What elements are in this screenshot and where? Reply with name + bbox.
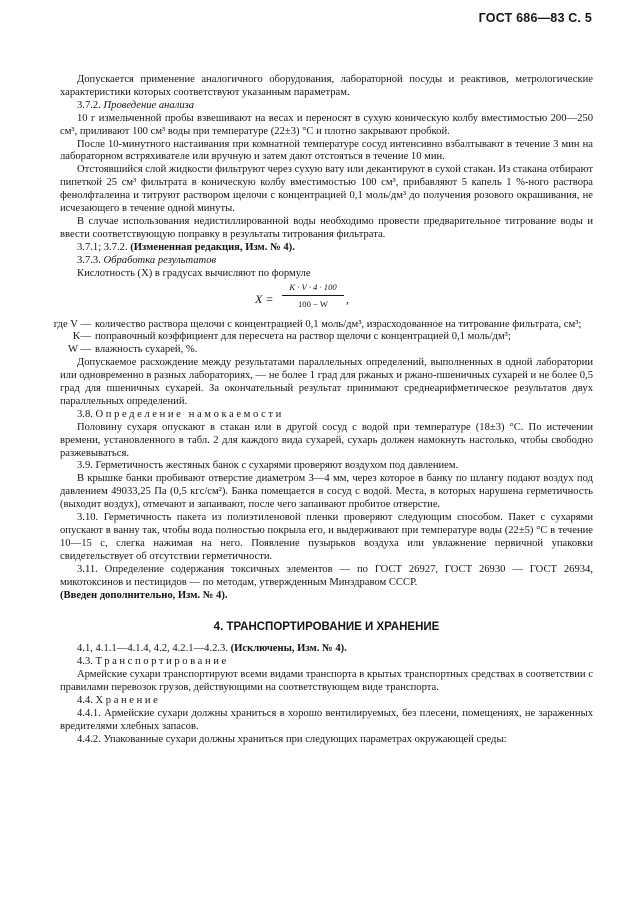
paragraph: Допускаемое расхождение между результатами параллельных определений, выполненных в одной лаборатории или одновременно в разных лабораториях, — не более 1 град для ржаных и ржано-пшеничных сухарей и не более 0,5 град для пшеничных сухарей. За окончательный результат принимают среднеарифметическое результатов двух параллельных определений.	[60, 357, 593, 407]
paragraph: Кислотность (X) в градусах вычисляют по формуле	[77, 267, 311, 279]
definition-text: количество раствора щелочи с концентрацией 0,1 моль/дм³, израсходованное на титрование фильтрата, см³;	[95, 318, 582, 330]
definition-row	[25, 331, 593, 344]
formula-trail: ,	[346, 291, 349, 306]
amendment-line	[60, 643, 593, 656]
formula-fraction	[282, 281, 344, 312]
fraction-bar	[282, 295, 344, 296]
formula-definitions	[25, 319, 593, 358]
paragraph: 4.4.2. Упакованные сухари должны храниться при следующих параметрах окружающей среды:	[77, 733, 507, 745]
formula-denominator: 100 − W	[298, 299, 328, 310]
paragraph: 10 г измельченной пробы взвешивают на весах и переносят в сухую коническую колбу вместимостью 200—250 см³, приливают 100 см³ воды при температуре (22±3) °С и плотно закрывают пробкой.	[60, 112, 593, 137]
paragraph: Половину сухаря опускают в стакан или в другой сосуд с водой при температуре (18±3) °С. По истечении времени, установленного в табл. 2 для каждого вида сухарей, сухарь должен намокнуть настолько, чтобы свободно разжевываться.	[60, 421, 593, 459]
amendment-note: (Измененная редакция, Изм. № 4).	[130, 241, 295, 253]
amendment-note: (Исключены, Изм. № 4).	[230, 643, 347, 655]
paragraph: 3.9. Герметичность жестяных банок с сухарями проверяют воздухом под давлением.	[77, 460, 459, 472]
paragraph: 3.11. Определение содержания токсичных элементов — по ГОСТ 26927, ГОСТ 26930 — ГОСТ 26934, микотоксинов и пестицидов — по методам, утвержденным Минздравом СССР.	[60, 563, 593, 588]
amendment-line	[60, 242, 593, 255]
clause-number: 3.7.2.	[77, 99, 101, 111]
formula-lhs: X =	[255, 291, 274, 306]
definition-symbol: K—	[72, 331, 91, 343]
clause-number: 4.4.	[77, 694, 93, 706]
formula	[60, 281, 593, 319]
document-body	[53, 74, 593, 747]
definition-text: поправочный коэффициент для пересчета на раствор щелочи с концентрацией 0,1 моль/дм³;	[95, 331, 511, 343]
formula-numerator: K · V · 4 · 100	[289, 281, 337, 292]
definition-row	[25, 344, 593, 357]
amendment-note: (Введен дополнительно, Изм. № 4).	[60, 589, 228, 601]
clause-title: Хранение	[95, 694, 161, 706]
clause-number: 4.3.	[77, 656, 93, 668]
definition-symbol: где V —	[53, 318, 91, 330]
clause-number: 3.7.1; 3.7.2.	[77, 241, 128, 253]
page-header: ГОСТ 686—83 С. 5	[478, 11, 592, 25]
paragraph: Армейские сухари транспортируют всеми видами транспорта в крытых транспортных средствах в соответствии с правилами перевозок грузов, действующими на соответствующем виде транспорта.	[60, 669, 593, 694]
definition-symbol: W —	[67, 344, 91, 356]
clause-number: 4.1, 4.1.1—4.1.4, 4.2, 4.2.1—4.2.3.	[77, 643, 228, 655]
paragraph: Допускается применение аналогичного оборудования, лабораторной посуды и реактивов, метрологические характеристики которых соответствуют указанным параметрам.	[60, 74, 593, 98]
paragraph: После 10-минутного настаивания при комнатной температуре сосуд интенсивно взбалтывают в течение 3 мин на лабораторном встряхивателе или вручную и затем дают отстояться в течение 10 мин.	[60, 138, 593, 163]
paragraph: 4.4.1. Армейские сухари должны храниться в хорошо вентилируемых, без плесени, помещениях, не зараженных вредителями хлебных запасов.	[60, 707, 593, 732]
clause-number: 3.7.3.	[77, 254, 101, 266]
clause-title: Обработка результатов	[103, 254, 217, 266]
clause-title: Транспортирование	[95, 656, 229, 668]
subsection-heading	[60, 656, 593, 669]
definition-text: влажность сухарей, %.	[95, 344, 198, 356]
subsection-heading	[60, 409, 593, 422]
subsection-heading	[60, 255, 593, 268]
clause-title: Проведение анализа	[103, 99, 195, 111]
subsection-heading	[60, 695, 593, 708]
clause-number: 3.8.	[77, 408, 93, 420]
subsection-heading	[60, 100, 593, 113]
clause-title: Определение намокаемости	[95, 408, 284, 420]
paragraph: В случае использования недистиллированной воды необходимо провести предварительное титрование воды и ввести соответствующую поправку в результаты титрования фильтрата.	[60, 215, 593, 240]
section-heading: 4. ТРАНСПОРТИРОВАНИЕ И ХРАНЕНИЕ	[213, 621, 440, 634]
paragraph: Отстоявшийся слой жидкости фильтруют через сухую вату или декантируют в сухой стакан. Из стакана отбирают пипеткой 25 см³ фильтрата в коническую колбу вместимостью 100 см³, прибавляют 5 капель 1 %-ного раствора фенолфталеина и титруют раствором щелочи с концентрацией 0,1 моль/дм³ до получения розового окрашивания, не исчезающего в течение одной минуты.	[60, 164, 593, 215]
paragraph: 3.10. Герметичность пакета из полиэтиленовой пленки проверяют следующим способом. Пакет с сухарями опускают в ванну так, чтобы вода полностью покрыла его, и выдерживают при температуре воды (22±5) °С в течение 10—15 с, слегка нажимая на него. Появление пузырьков воздуха или увлажнение первичной упаковки свидетельствует об отсутствии герметичности.	[60, 512, 593, 562]
paragraph: В крышке банки пробивают отверстие диаметром 3—4 мм, через которое в банку по шлангу подают воздух под давлением 49033,25 Па (0,5 кгс/см²). Банка помещается в сосуд с водой. Места, в которых нарушена герметичность (выходит воздух), отмечают и запаивают, после чего запаивают пробитое отверстие.	[60, 473, 593, 511]
definition-row	[25, 319, 593, 332]
